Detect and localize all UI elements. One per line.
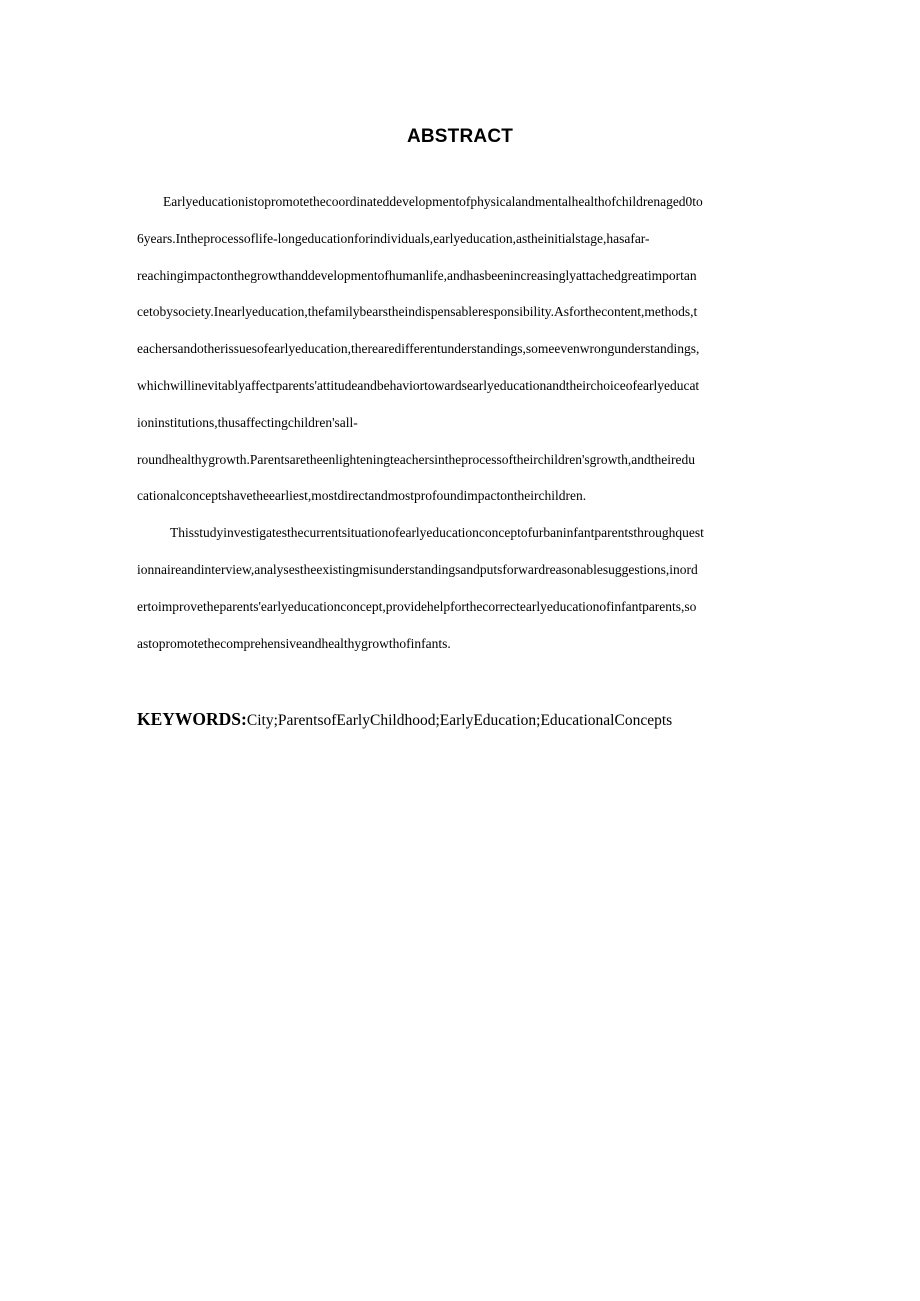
paragraph-line: 6years.Intheprocessoflife-longeducationforindividuals,earlyeducation,astheinitialstage,hasafar- — [137, 230, 650, 246]
paragraph-line: astopromotethecomprehensiveandhealthygrowthofinfants. — [137, 635, 451, 651]
paragraph-line: roundhealthygrowth.Parentsaretheenlighteningteachersintheprocessoftheirchildren'sgrowth,andtheiredu — [137, 451, 695, 467]
paragraph-line: ioninstitutions,thusaffectingchildren'sall- — [137, 414, 358, 430]
paragraph-line: whichwillinevitablyaffectparents'attitudeandbehaviortowardsearlyeducationandtheirchoiceofearlyeducat — [137, 377, 700, 393]
paragraph-line: ertoimprovetheparents'earlyeducationconcept,providehelpforthecorrectearlyeducationofinfantparents,so — [137, 598, 697, 614]
paragraph-line: cationalconceptshavetheearliest,mostdirectandmostprofoundimpactontheirchildren. — [137, 488, 587, 504]
keywords-line — [137, 706, 837, 734]
paragraph-line: Earlyeducationistopromotethecoordinateddevelopmentofphysicalandmentalhealthofchildrenaged0to — [163, 194, 703, 209]
abstract-body — [137, 184, 783, 662]
paragraph-line: Thisstudyinvestigatesthecurrentsituationofearlyeducationconceptofurbaninfantparentsthroughquest — [170, 525, 704, 541]
abstract-paragraph-1 — [137, 184, 783, 515]
abstract-paragraph-2 — [137, 515, 783, 662]
keywords-label: KEYWORDS: — [137, 709, 247, 729]
abstract-title: ABSTRACT — [406, 126, 514, 147]
paragraph-line: cetobysociety.Inearlyeducation,thefamilybearstheindispensableresponsibility.Asforthecontent,methods,t — [137, 304, 698, 320]
keywords-text: City;ParentsofEarlyChildhood;EarlyEducation;EducationalConcepts — [246, 712, 673, 729]
paragraph-line: eachersandotherissuesofearlyeducation,therearedifferentunderstandings,someevenwrongunderstandings, — [137, 341, 700, 357]
paragraph-line: reachingimpactonthegrowthanddevelopmentofhumanlife,andhasbeenincreasinglyattachedgreatimportan — [137, 267, 697, 283]
paragraph-line: ionnaireandinterview,analysestheexistingmisunderstandingsandputsforwardreasonablesuggestions,inord — [137, 561, 698, 577]
